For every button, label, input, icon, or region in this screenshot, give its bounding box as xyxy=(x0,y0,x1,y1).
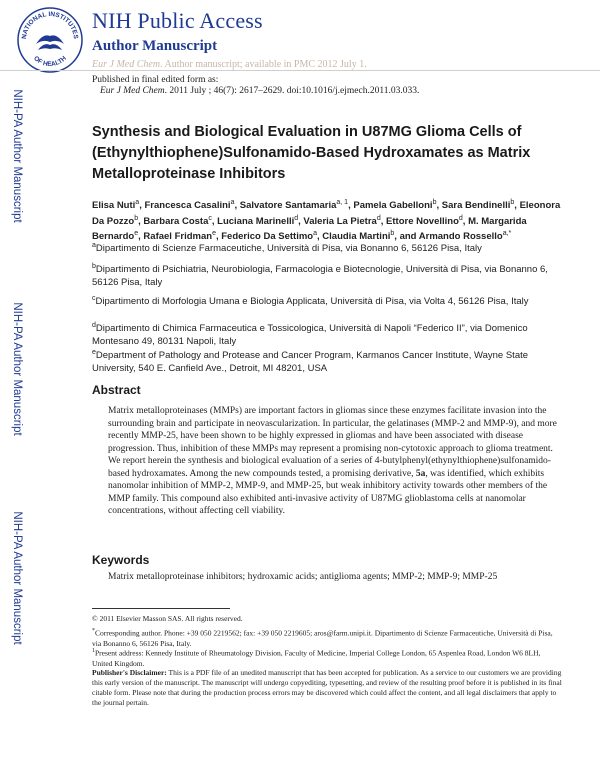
logo-text-top: NATIONAL INSTITUTES xyxy=(20,10,80,40)
author: Pamela Gabelloni$^b$ xyxy=(353,199,437,212)
affiliation: $^d$Dipartimento di Chimica Farmaceutica e Tossicologica, Università di Napoli “Federico II”, via Domenico Montesano 49, 80131 Napoli, Italy xyxy=(92,322,528,347)
abstract-heading: Abstract xyxy=(92,383,141,397)
compound-id: 5a xyxy=(415,468,426,479)
affiliation: $^c$Dipartimento di Morfologia Umana e Biologia Applicata, Università di Pisa, via Volta 4, 56126 Pisa, Italy xyxy=(92,295,529,308)
affiliation: $^a$Dipartimento di Scienze Farmaceutiche, Università di Pisa, via Bonanno 6, 56126 Pisa, Italy xyxy=(92,242,482,255)
published-in-label: Published in final edited form as: xyxy=(92,75,219,85)
header-divider xyxy=(0,70,600,71)
logo-text-bottom: OF HEALTH xyxy=(32,55,68,69)
author: Luciana Marinelli$^d$ xyxy=(217,214,299,227)
author: Armando Rossello$^{a,*}$ xyxy=(418,230,512,243)
side-label-bottom: NIH-PA Author Manuscript xyxy=(11,511,23,645)
side-label-top: NIH-PA Author Manuscript xyxy=(11,89,23,223)
citation-journal: Eur J Med Chem xyxy=(100,86,165,96)
footnote-divider xyxy=(92,608,230,609)
author: Eleonora Da Pozzo$^b$ xyxy=(92,200,561,227)
affiliation: $^b$Dipartimento di Psichiatria, Neurobiologia, Farmacologia e Biotecnologie, Università di Pisa, via Bonanno 6, 56126 Pisa, Italy xyxy=(92,263,548,288)
author-list: Elisa Nuti$^a$, Francesca Casalini$^a$, Salvatore Santamaria$^{a, 1}$, Pamela Gabelloni$^b$, Sara Bendinelli$^b$, Eleonora Da Pozzo$^b$, Barbara Costa$^c$, Luciana Marinelli$^d$, Valeria La Pietra$^d$, Ettore Novellino$^d$, M. Margarida Bernardo$^e$, Rafael Fridman$^e$, Federico Da Settimo$^a$, Claudia Martini$^b$, and Armando Rossello$^{a,*}$ xyxy=(92,199,561,243)
author-manuscript-label: Author Manuscript xyxy=(92,38,218,54)
nih-logo xyxy=(16,6,84,74)
availability-text: . Author manuscript; available in PMC 2012 July 1. xyxy=(160,59,367,70)
citation-details: . 2011 July ; 46(7): 2617–2629. doi:10.1016/j.ejmech.2011.03.033. xyxy=(164,86,420,96)
nih-public-access-title: NIH Public Access xyxy=(92,8,263,33)
author: Salvatore Santamaria$^{a, 1}$ xyxy=(239,199,349,212)
publisher-disclaimer: Publisher's Disclaimer: This is a PDF file of an unedited manuscript that has been accepted for publication. As a service to our customers we are providing this early version of the manuscript. The manuscript will undergo copyediting, typesetting, and review of the resulting proof before it is published in its final citable form. Please note that during the production process errors may be discovered which could affect the content, and all legal disclaimers that apply to the journal pertain. xyxy=(92,668,562,707)
author: Sara Bendinelli$^b$ xyxy=(441,199,515,212)
author: Federico Da Settimo$^a$ xyxy=(221,230,318,243)
author: Claudia Martini$^b$ xyxy=(322,230,395,243)
corresponding-author-note: *Corresponding author. Phone: +39 050 2219562; fax: +39 050 2219605; aros@farm.unipi.it. Dipartimento di Scienze Farmaceutiche, Università di Pisa, via Bonanno 6, 56126 Pisa, Italy. xyxy=(92,628,553,648)
abstract-body: Matrix metalloproteinases (MMPs) are important factors in gliomas since these enzymes facilitate invasion into the surrounding brain and participate in neovascularization. In particular, the gelatinases (MMP-2 and MMP-9), and more recently MMP-25, have been shown to be highly expressed in gliomas and have been associated with disease progression. Thus, inhibition of these MMPs may represent a promising non-cytotoxic approach to glioma treatment. We report herein the synthesis and biological evaluation of a series of 4-butylphenyl(ethynylthiophene)sulfonamido-based hydroxamates. Among the new compounds tested, a promising derivative, 5a, was identified, which exhibits nanomolar inhibition of MMP-2, MMP-9, and MMP-25, but weak inhibitory activity towards other members of the MMP family. This compound also exhibited anti-invasive activity of U87MG glioblastoma cells at nanomolar concentrations, without affecting cell viability. xyxy=(108,406,557,516)
affiliation: $^e$Department of Pathology and Protease and Cancer Program, Karmanos Cancer Institute, Wayne State University, 540 E. Canfield Ave., Detroit, MI 48201, USA xyxy=(92,349,529,374)
author: Valeria La Pietra$^d$ xyxy=(303,214,381,227)
author: Barbara Costa$^c$ xyxy=(143,214,212,227)
journal-abbrev: Eur J Med Chem xyxy=(92,59,161,70)
citation-line xyxy=(100,86,419,96)
keywords-heading: Keywords xyxy=(92,553,150,567)
present-address-note: $^1$Present address: Kennedy Institute of Rheumatology Division, Faculty of Medicine, Imperial College London, 65 Aspenlea Road, London W6 8LH, United Kingdom. xyxy=(92,648,541,668)
author: Rafael Fridman$^e$ xyxy=(143,230,216,243)
keywords-list: Matrix metalloproteinase inhibitors; hydroxamic acids; antiglioma agents; MMP-2; MMP-9; MMP-25 xyxy=(108,572,498,582)
copyright-note: © 2011 Elsevier Masson SAS. All rights reserved. xyxy=(92,614,243,623)
article-title: Synthesis and Biological Evaluation in U87MG Glioma Cells of (Ethynylthiophene)Sulfonamido-Based Hydroxamates as Matrix Metalloproteinase Inhibitors xyxy=(92,124,531,182)
author: Ettore Novellino$^d$ xyxy=(386,214,463,227)
author: M. Margarida Bernardo$^e$ xyxy=(92,215,527,243)
side-label-middle: NIH-PA Author Manuscript xyxy=(11,302,23,436)
author: Francesca Casalini$^a$ xyxy=(144,199,235,212)
author: Elisa Nuti$^a$ xyxy=(92,199,140,212)
availability-line xyxy=(92,59,367,70)
